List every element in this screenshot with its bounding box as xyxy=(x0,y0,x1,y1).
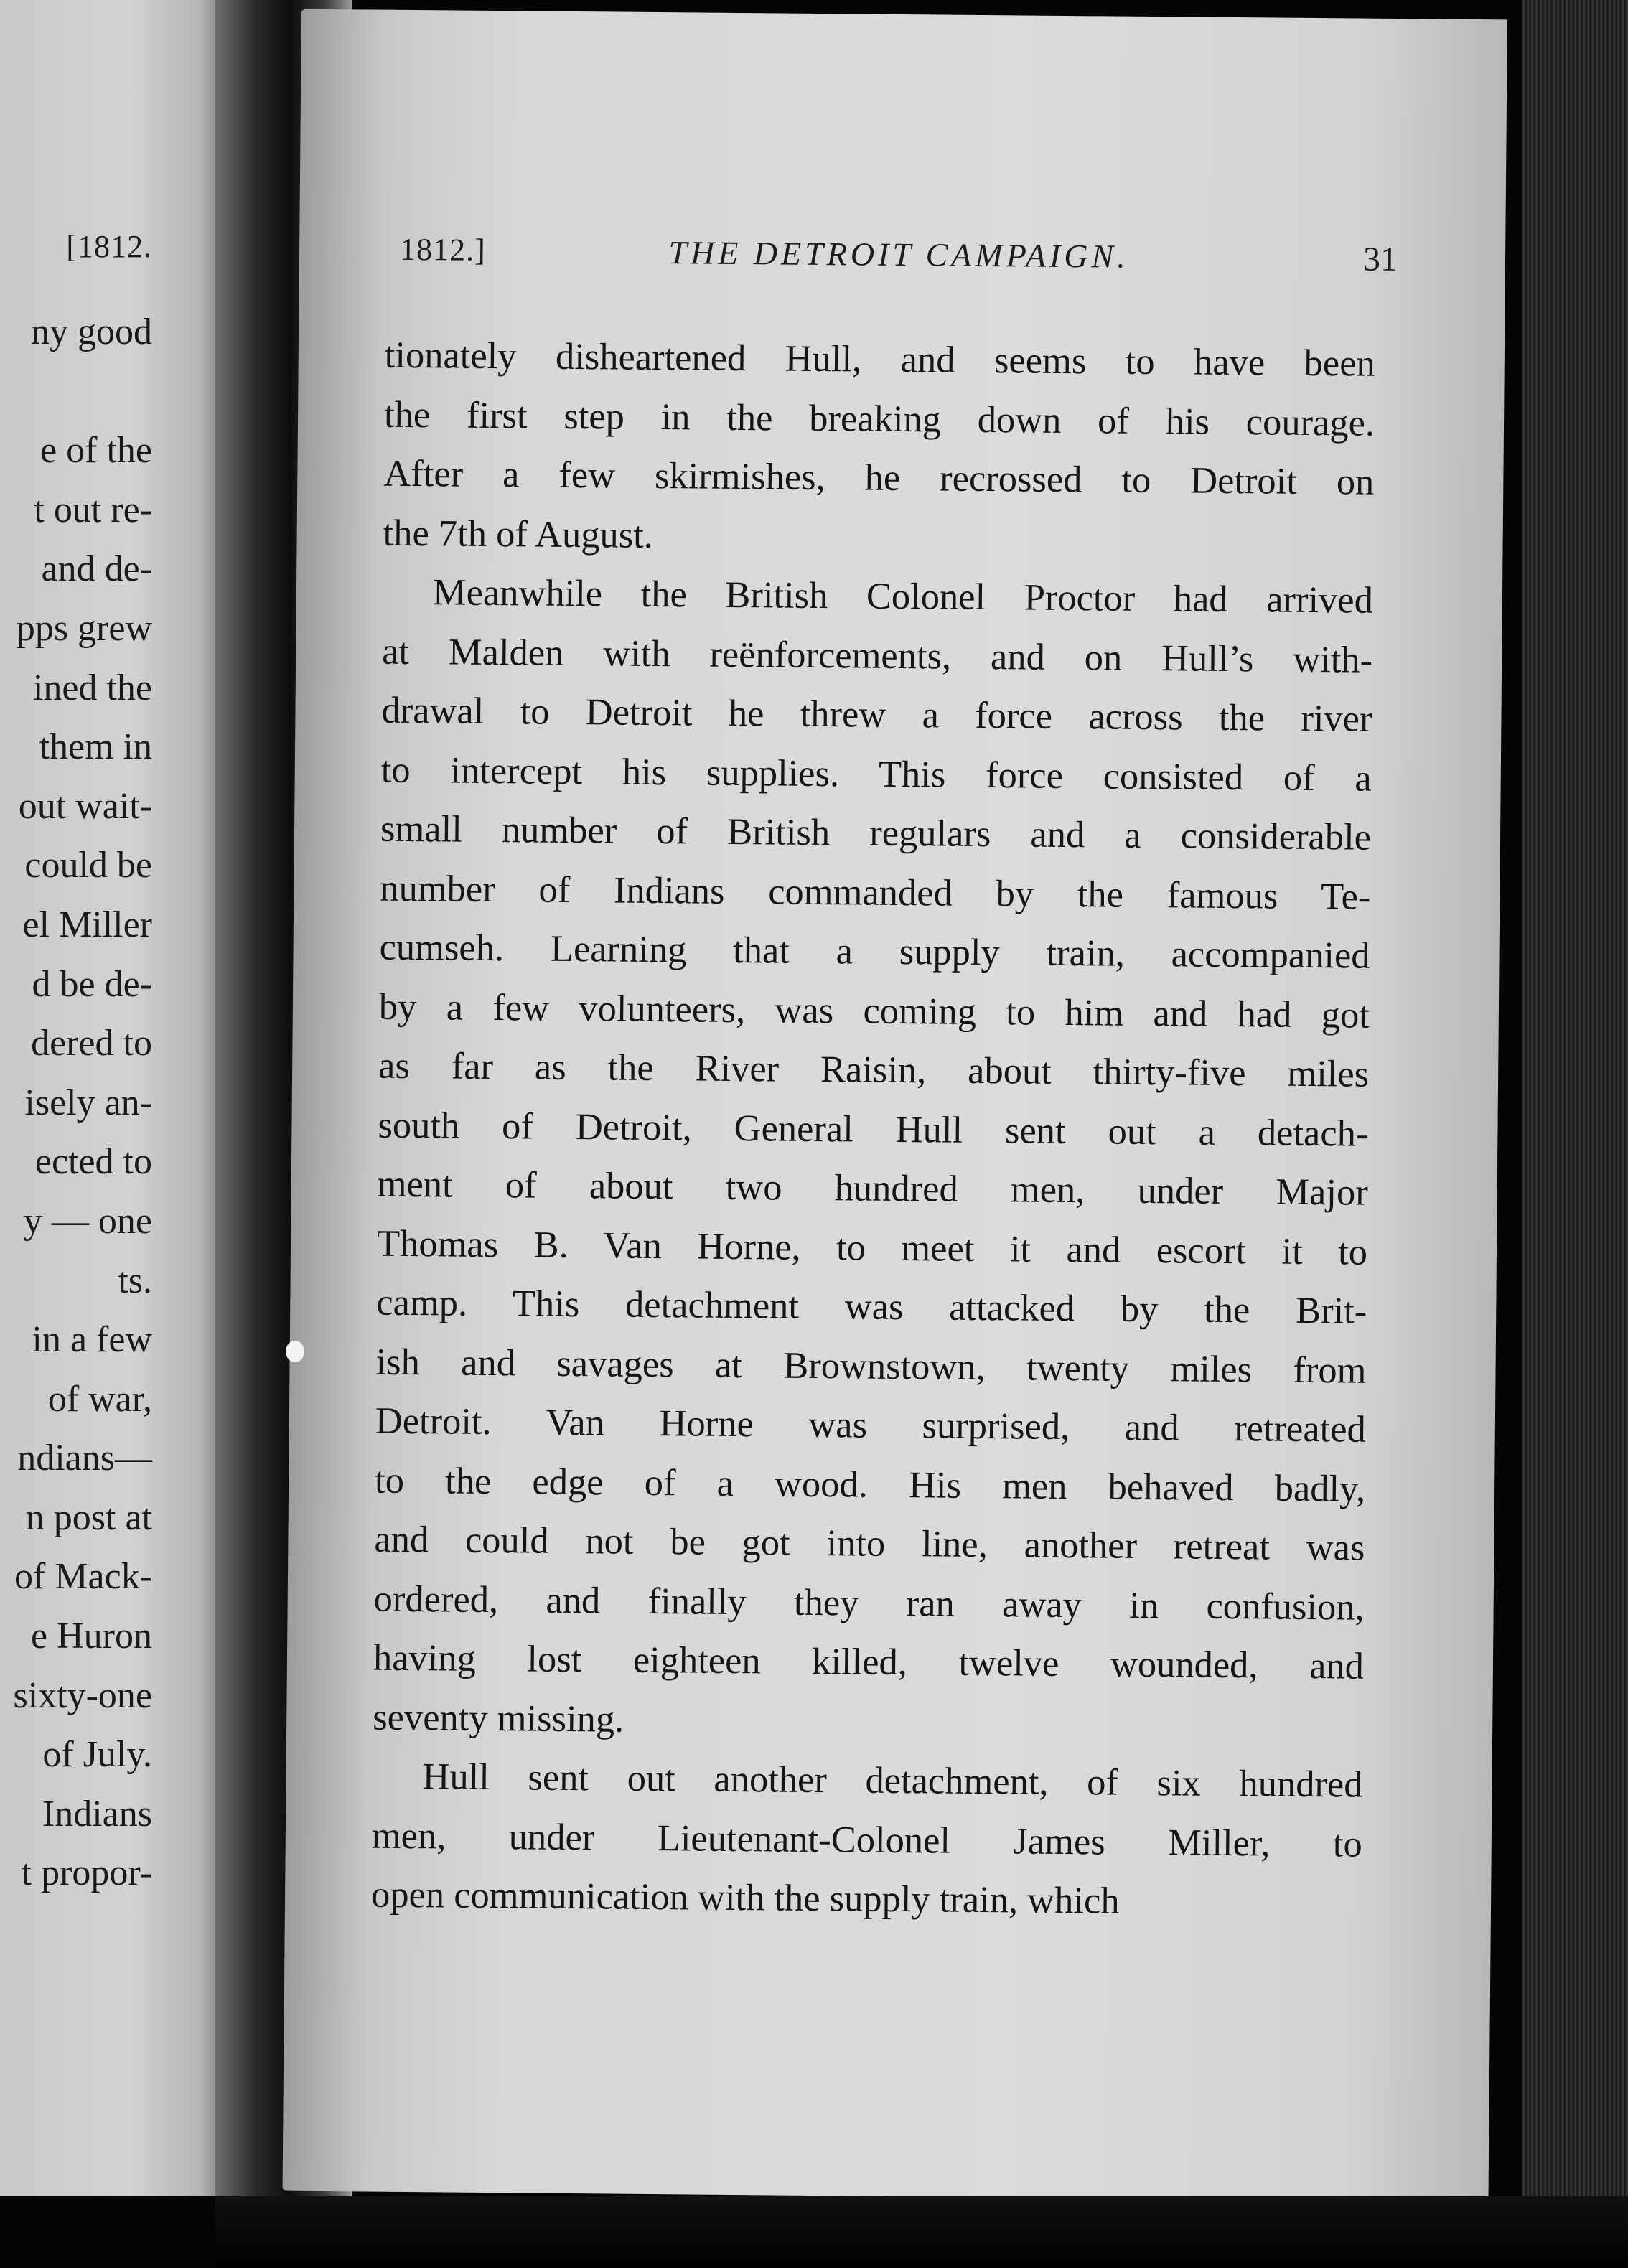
running-head xyxy=(400,231,1398,283)
text-line: small number of British regulars and a considerable xyxy=(380,807,1372,858)
left-page-line: e of the xyxy=(40,430,152,472)
text-line: ish and savages at Brownstown, twenty miles from xyxy=(375,1341,1367,1392)
text-line: Detroit. Van Horne was surprised, and retreated xyxy=(375,1400,1367,1451)
text-line: men, under Lieutenant-Colonel James Miller, to xyxy=(371,1814,1363,1865)
left-page-line: isely an- xyxy=(24,1082,152,1123)
left-page-line: e Huron xyxy=(31,1616,152,1657)
running-head-title: THE DETROIT CAMPAIGN. xyxy=(668,234,1129,275)
paragraph xyxy=(373,563,1373,1756)
text-line: camp. This detachment was attacked by the Brit- xyxy=(376,1281,1367,1332)
left-page-line: sixty-one xyxy=(13,1674,152,1716)
bottom-shadow xyxy=(215,2196,1628,2268)
paragraph xyxy=(383,326,1375,571)
page-number: 31 xyxy=(1362,240,1398,279)
text-line: ordered, and finally they ran away in confusion, xyxy=(373,1578,1365,1629)
left-page-line: ndians— xyxy=(17,1438,152,1479)
text-line: as far as the River Raisin, about thirty-five miles xyxy=(378,1044,1370,1095)
paragraph xyxy=(371,1747,1363,1934)
left-page-line: ined the xyxy=(32,667,152,708)
text-line: Hull sent out another detachment, of six hundred xyxy=(422,1756,1363,1806)
left-page-line: could be xyxy=(24,845,152,886)
text-line: cumseh. Learning that a supply train, accompanied xyxy=(379,926,1370,977)
left-page-line xyxy=(13,362,152,422)
text-line: drawal to Detroit he threw a force across the river xyxy=(381,689,1372,740)
main-page xyxy=(283,9,1507,2202)
left-page-line: d be de- xyxy=(32,963,152,1005)
left-page-line: of July. xyxy=(42,1734,152,1776)
text-line: ment of about two hundred men, under Major xyxy=(377,1163,1368,1214)
left-page-line: y — one xyxy=(23,1200,152,1242)
left-page-line: n post at xyxy=(25,1496,152,1538)
text-line: to the edge of a wood. His men behaved badly, xyxy=(374,1459,1366,1510)
left-page-line: ny good xyxy=(31,311,152,352)
left-page-line: in a few xyxy=(32,1319,152,1361)
text-line: to intercept his supplies. This force consisted of a xyxy=(380,749,1372,800)
left-running-head: [1812. xyxy=(66,229,152,264)
text-line: tionately disheartened Hull, and seems to have been xyxy=(384,334,1376,385)
body-text xyxy=(371,326,1375,1933)
left-page-line: ts. xyxy=(118,1260,152,1301)
text-line: having lost eighteen killed, twelve wounded, and xyxy=(373,1636,1365,1687)
left-page-line: of Mack- xyxy=(14,1556,152,1598)
text-line: the 7th of August. xyxy=(383,512,654,556)
text-line: After a few skirmishes, he recrossed to Detroit on xyxy=(383,452,1375,503)
left-page-line: el Miller xyxy=(22,904,152,945)
text-line: Meanwhile the British Colonel Proctor had arrived xyxy=(432,571,1374,622)
left-page-line: and de- xyxy=(41,548,152,590)
text-line: at Malden with reënforcements, and on Hull’s with- xyxy=(381,630,1373,681)
text-line: and could not be got into line, another retreat was xyxy=(374,1518,1365,1569)
left-page-line: Indians xyxy=(42,1793,152,1834)
running-head-year: 1812.] xyxy=(399,231,486,268)
text-line: south of Detroit, General Hull sent out a detach- xyxy=(378,1104,1369,1155)
left-page-line: t out re- xyxy=(34,489,152,530)
text-line: number of Indians commanded by the famous Te- xyxy=(380,867,1371,918)
page-edge-stack xyxy=(1522,0,1628,2268)
text-line: the first step in the breaking down of his courage. xyxy=(383,393,1375,444)
text-line: open communication with the supply train, which xyxy=(370,1873,1120,1922)
left-page-line: t propor- xyxy=(21,1852,152,1894)
left-page-line: out wait- xyxy=(18,785,152,827)
scan-speck xyxy=(286,1341,304,1362)
left-page-line: them in xyxy=(39,726,152,768)
left-page-line: ected to xyxy=(34,1141,152,1183)
text-line: Thomas B. Van Horne, to meet it and escort it to xyxy=(376,1222,1368,1273)
left-page-line: of war, xyxy=(47,1378,152,1420)
text-line: by a few volunteers, was coming to him and had got xyxy=(378,985,1370,1036)
left-page-line: pps grew xyxy=(16,607,152,649)
text-line: seventy missing. xyxy=(373,1696,624,1740)
left-page-line: dered to xyxy=(31,1023,152,1064)
previous-page-fragment xyxy=(0,0,237,2196)
left-page-text xyxy=(13,303,152,1903)
